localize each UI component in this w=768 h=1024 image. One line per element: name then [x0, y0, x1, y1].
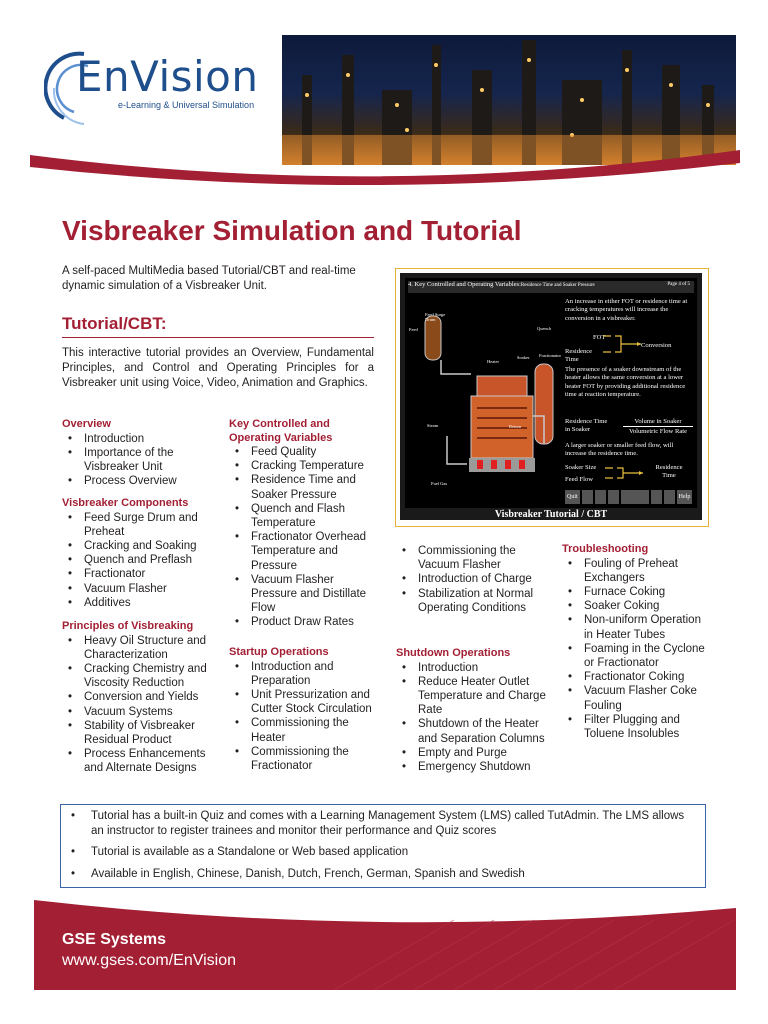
list-item: • Tutorial has a built-in Quiz and comes with a Learning Management System (LMS) called TutAdmin. The LMS allows an instructor to register trainees and monitor their performance and Quiz scores [61, 809, 699, 838]
forward-icon[interactable] [664, 490, 675, 504]
eject-icon[interactable] [582, 490, 593, 504]
tutorial-heading: Tutorial/CBT: [62, 314, 167, 333]
list-item: • Vacuum Flasher [62, 582, 212, 596]
header-swoosh [30, 145, 740, 195]
section-heading: Key Controlled and Operating Variables [229, 418, 333, 444]
list-item: • Introduction [62, 432, 212, 446]
list-item: • Soaker Coking [562, 599, 712, 613]
section-heading: Principles of Visbreaking [62, 620, 194, 632]
list-item: • Importance of the Visbreaker Unit [62, 446, 212, 474]
list-item: • Cracking Temperature [229, 459, 379, 473]
list-item: • Commissioning the Heater [229, 716, 379, 744]
list-item: • Fractionator Coking [562, 670, 712, 684]
screen-fot: FOT [593, 334, 606, 341]
list-item: • Feed Surge Drum and Preheat [62, 511, 212, 539]
list-item: • Introduction of Charge [396, 572, 546, 586]
section-heading: Overview [62, 418, 111, 430]
list-item: • Feed Quality [229, 445, 379, 459]
section-heading: Shutdown Operations [396, 647, 511, 659]
list-item: • Process Overview [62, 474, 212, 488]
label-quench: Quench [537, 326, 551, 331]
list-item: • Unit Pressurization and Cutter Stock Circulation [229, 688, 379, 716]
list-item: • Fractionator [62, 567, 212, 581]
intro-text: A self-paced MultiMedia based Tutorial/CBT and real-time dynamic simulation of a Visbreaker Unit. [62, 265, 356, 292]
bullet-list [62, 634, 212, 776]
info-box [60, 804, 706, 888]
next-icon[interactable] [651, 490, 662, 504]
label-fuel-gas: Fuel Gas [431, 481, 448, 486]
screen-page: Page 4 of 5 [667, 282, 690, 287]
page-title: Visbreaker Simulation and Tutorial [62, 215, 522, 246]
screen-feed-flow: Feed Flow [565, 476, 594, 483]
list-item: • Additives [62, 596, 212, 610]
section-shutdown [396, 647, 546, 774]
list-item: • Vacuum Systems [62, 705, 212, 719]
section-heading: Troubleshooting [562, 543, 649, 555]
screen-text-2: The presence of a soaker downstream of the heater allows the same conversion at a lower heater FOT by providing additional residence time at reaction temperature. [565, 366, 686, 399]
list-item: • Emergency Shutdown [396, 760, 546, 774]
list-item: • Stability of Visbreaker Residual Product [62, 719, 212, 747]
section-principles [62, 620, 212, 776]
label-feed: Feed [409, 327, 418, 332]
list-item: • Reduce Heater Outlet Temperature and Charge Rate [396, 675, 546, 718]
list-item: • Fractionator Overhead Temperature and Pressure [229, 530, 379, 573]
logo-tagline: e-Learning & Universal Simulation [118, 100, 255, 110]
list-item: • Commissioning the Fractionator [229, 745, 379, 773]
bullet-list [396, 661, 546, 775]
label-fractionator: Fractionator [539, 353, 561, 358]
tutorial-paragraph: This interactive tutorial provides an Overview, Fundamental Principles, and Control and Operating Principles for a Visbreaker unit using Voice, Video, Animation and Graphics. [62, 347, 374, 389]
previous-icon[interactable] [608, 490, 619, 504]
bullet-list [229, 660, 379, 774]
screen-text-3: A larger soaker or smaller feed flow, will increase the residence time. [565, 442, 674, 458]
flow-arrows [601, 332, 645, 358]
screen-text-1: An increase in either FOT or residence time at cracking temperatures will increase the conversion in a visbreaker. [565, 298, 688, 322]
section-key-controlled [229, 418, 379, 630]
bullet-list [62, 432, 212, 489]
label-steam: Steam [427, 423, 439, 428]
screen-subheader: Residence Time and Soaker Pressure [520, 283, 595, 288]
screen-controls [565, 490, 695, 504]
list-item: • Introduction and Preparation [229, 660, 379, 688]
section-startup-continued [396, 544, 546, 615]
logo-name: EnVision [76, 52, 259, 101]
screen-residence-time-2: Residence Time [655, 464, 683, 480]
section-heading: Startup Operations [229, 646, 329, 658]
section-startup [229, 646, 379, 773]
screen-header: 4. Key Controlled and Operating Variables [408, 281, 520, 288]
quit-button[interactable]: Quit [565, 490, 580, 504]
list-item: • Shutdown of the Heater and Separation Columns [396, 717, 546, 745]
list-item: • Quench and Preflash [62, 553, 212, 567]
label-return: Return [509, 424, 522, 429]
list-item: • Commissioning the Vacuum Flasher [396, 544, 546, 572]
label-heater: Heater [487, 359, 499, 364]
list-item: • Cracking and Soaking [62, 539, 212, 553]
help-button[interactable]: Help [677, 490, 693, 504]
screenshot-caption: Visbreaker Tutorial / CBT [494, 509, 608, 520]
list-item: • Introduction [396, 661, 546, 675]
screen-formula-left: Residence Time in Soaker [565, 418, 608, 434]
section-components [62, 497, 212, 610]
pause-button[interactable] [621, 490, 649, 504]
section-troubleshooting [562, 543, 712, 741]
bullet-list [229, 445, 379, 630]
list-item: • Fouling of Preheat Exchangers [562, 557, 712, 585]
footer-url[interactable]: www.gses.com/EnVision [62, 952, 236, 969]
screen-residence-time: Residence Time [565, 348, 593, 364]
list-item: • Product Draw Rates [229, 615, 379, 629]
list-item: • Furnace Coking [562, 585, 712, 599]
screen-formula-num: Volume in Soaker [623, 418, 693, 427]
screen-soaker-size: Soaker Size [565, 464, 597, 471]
flow-arrows-2 [603, 464, 647, 484]
heading-rule [62, 337, 374, 338]
tutorial-screen [405, 278, 697, 508]
screen-conversion: Conversion [641, 342, 672, 349]
list-item: • Residence Time and Soaker Pressure [229, 473, 379, 501]
list-item: • Heavy Oil Structure and Characterization [62, 634, 212, 662]
list-item: • Non-uniform Operation in Heater Tubes [562, 613, 712, 641]
list-item: • Tutorial is available as a Standalone or Web based application [61, 845, 699, 860]
list-item: • Conversion and Yields [62, 690, 212, 704]
list-item: • Available in English, Chinese, Danish, Dutch, French, German, Spanish and Swedish [61, 867, 699, 882]
bullet-list [562, 557, 712, 742]
section-overview [62, 418, 212, 488]
screen-formula-den: Volumetric Flow Rate [628, 428, 688, 435]
list-item: • Vacuum Flasher Pressure and Distillate Flow [229, 573, 379, 616]
footer-company: GSE Systems [62, 931, 167, 948]
screen-header-bar: 4. Key Controlled and Operating Variables:Residence Time and Soaker Pressure Page 4 of 5 [408, 281, 694, 293]
list-item: • Stabilization at Normal Operating Conditions [396, 587, 546, 615]
list-item: • Foaming in the Cyclone or Fractionator [562, 642, 712, 670]
rewind-icon[interactable] [595, 490, 606, 504]
list-item: • Cracking Chemistry and Viscosity Reduction [62, 662, 212, 690]
section-heading: Visbreaker Components [62, 497, 189, 509]
info-list [61, 805, 705, 881]
bullet-list [62, 511, 212, 610]
bullet-list [396, 544, 546, 615]
list-item: • Process Enhancements and Alternate Designs [62, 747, 212, 775]
list-item: • Vacuum Flasher Coke Fouling [562, 684, 712, 712]
label-feed-surge: Feed Surge Drum [425, 312, 446, 322]
list-item: • Empty and Purge [396, 746, 546, 760]
label-soaker: Soaker [517, 355, 530, 360]
list-item: • Filter Plugging and Toluene Insolubles [562, 713, 712, 741]
list-item: • Quench and Flash Temperature [229, 502, 379, 530]
